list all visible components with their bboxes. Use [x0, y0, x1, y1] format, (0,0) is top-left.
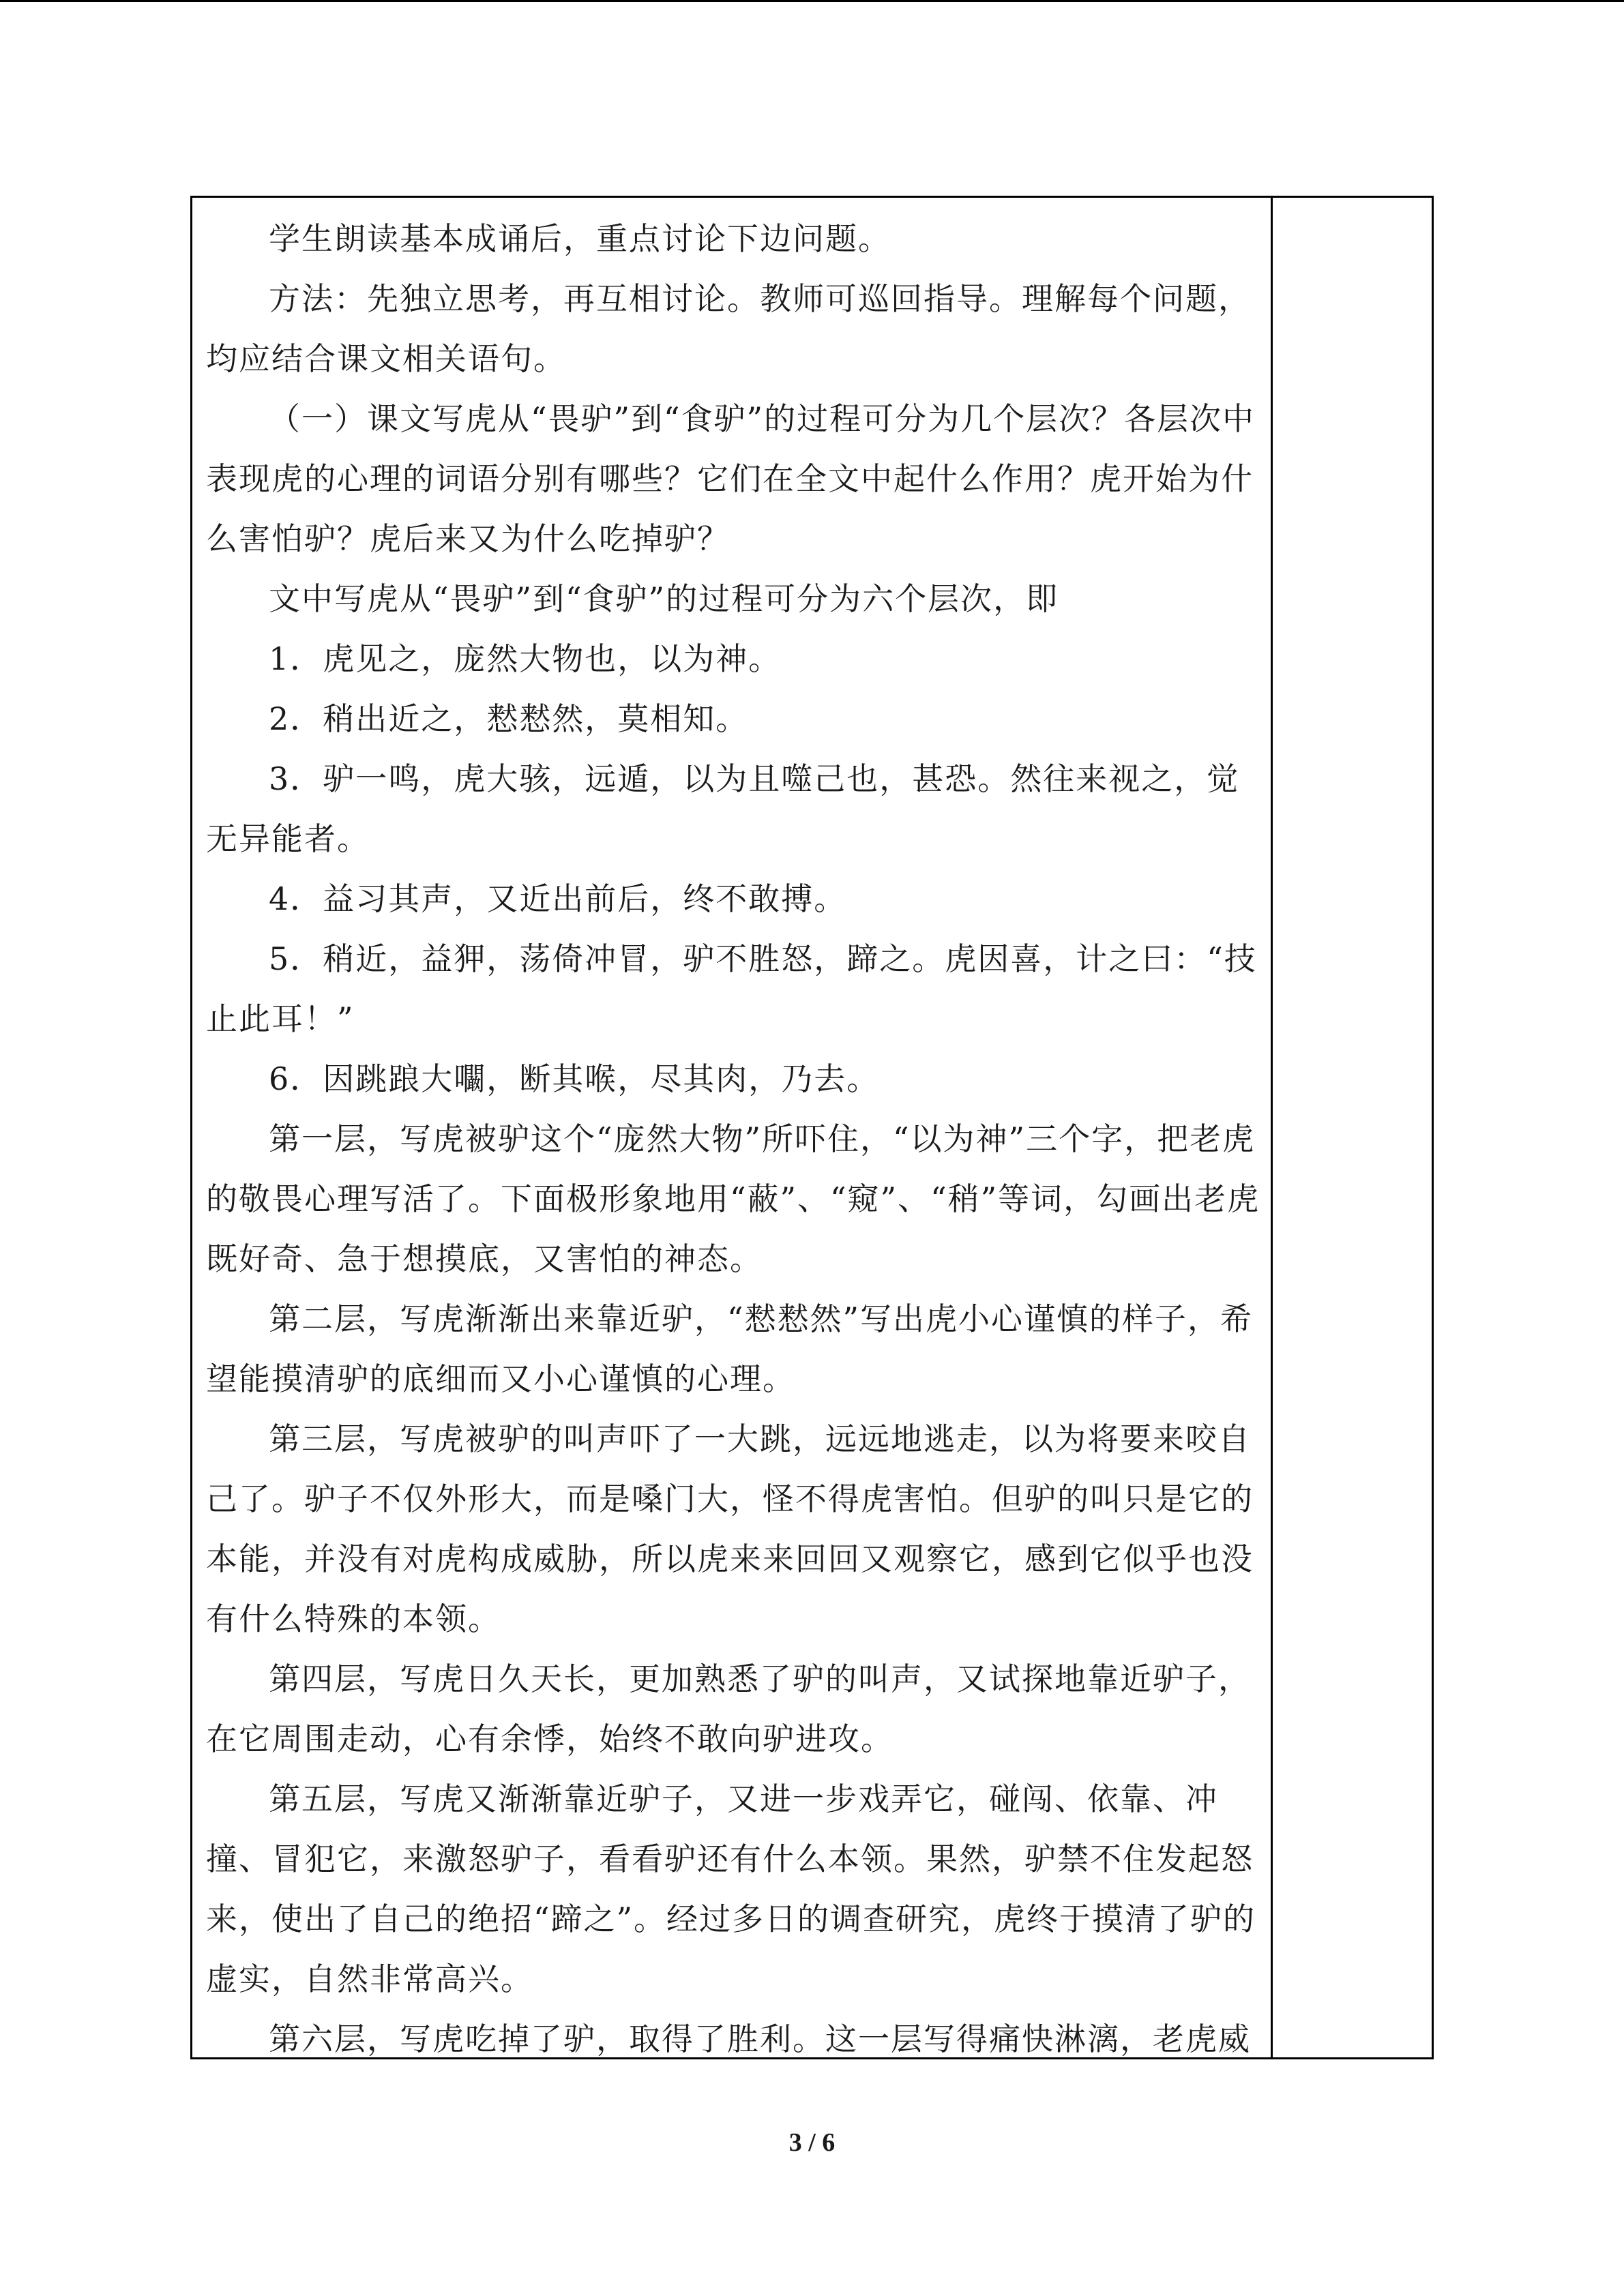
- paragraph: 第一层，写虎被驴这个“庞然大物”所吓住，“以为神”三个字，把老虎的敬畏心理写活了。下面极形象地用“蔽”、“窥”、“稍”等词，勾画出老虎既好奇、急于想摸底，又害怕的神态。: [206, 1120, 1260, 1277]
- list-item: 6．因跳踉大㘚，断其喉，尽其肉，乃去。: [269, 1060, 880, 1097]
- list-item: 3．驴一鸣，虎大骇，远遁，以为且噬己也，甚恐。然往来视之，觉无异能者。: [206, 760, 1240, 857]
- lesson-table: [190, 196, 1434, 2059]
- paragraph: （一）课文写虎从“畏驴”到“食驴”的过程可分为几个层次？各层次中表现虎的心理的词语分别有哪些？它们在全文中起什么作用？虎开始为什么害怕驴？虎后来又为什么吃掉驴？: [206, 400, 1256, 557]
- paragraph: 方法：先独立思考，再互相讨论。教师可巡回指导。理解每个问题，均应结合课文相关语句。: [206, 280, 1251, 377]
- paragraph: 第二层，写虎渐渐出来靠近驴，“慭慭然”写出虎小心谨慎的样子，希望能摸清驴的底细而又小心谨慎的心理。: [206, 1300, 1254, 1397]
- paragraph: 第三层，写虎被驴的叫声吓了一大跳，远远地逃走，以为将要来咬自己了。驴子不仅外形大，而是嗓门大，怪不得虎害怕。但驴的叫只是它的本能，并没有对虎构成威胁，所以虎来来回回又观察它，感到它似乎也没有什么特殊的本领。: [206, 1420, 1254, 1637]
- list-item: 2．稍出近之，慭慭然，莫相知。: [269, 700, 749, 737]
- lesson-text-cell: [206, 198, 1261, 2057]
- list-item: 5．稍近，益狎，荡倚冲冒，驴不胜怒，蹄之。虎因喜，计之曰：“技止此耳！”: [206, 940, 1257, 1037]
- paragraph: 学生朗读基本成诵后，重点讨论下边问题。: [269, 220, 891, 257]
- column-divider: [1271, 198, 1273, 2057]
- paragraph: 第四层，写虎日久天长，更加熟悉了驴的叫声，又试探地靠近驴子，在它周围走动，心有余悸，始终不敢向驴进攻。: [206, 1660, 1251, 1757]
- page-number: 3 / 6: [788, 2128, 836, 2157]
- list-item: 4．益习其声，又近出前后，终不敢搏。: [269, 880, 847, 917]
- paragraph: 文中写虎从“畏驴”到“食驴”的过程可分为六个层次，即: [269, 580, 1059, 617]
- top-rule: [0, 0, 1624, 2]
- paragraph: 第六层，写虎吃掉了驴，取得了胜利。这一层写得痛快淋漓，老虎威: [269, 2021, 1251, 2057]
- paragraph: 第五层，写虎又渐渐靠近驴子，又进一步戏弄它，碰闯、依靠、冲撞、冒犯它，来激怒驴子，看看驴还有什么本领。果然，驴禁不住发起怒来，使出了自己的绝招“蹄之”。经过多日的调查研究，虎终于摸清了驴的虚实，自然非常高兴。: [206, 1780, 1256, 1997]
- list-item: 1．虎见之，庞然大物也，以为神。: [269, 640, 782, 677]
